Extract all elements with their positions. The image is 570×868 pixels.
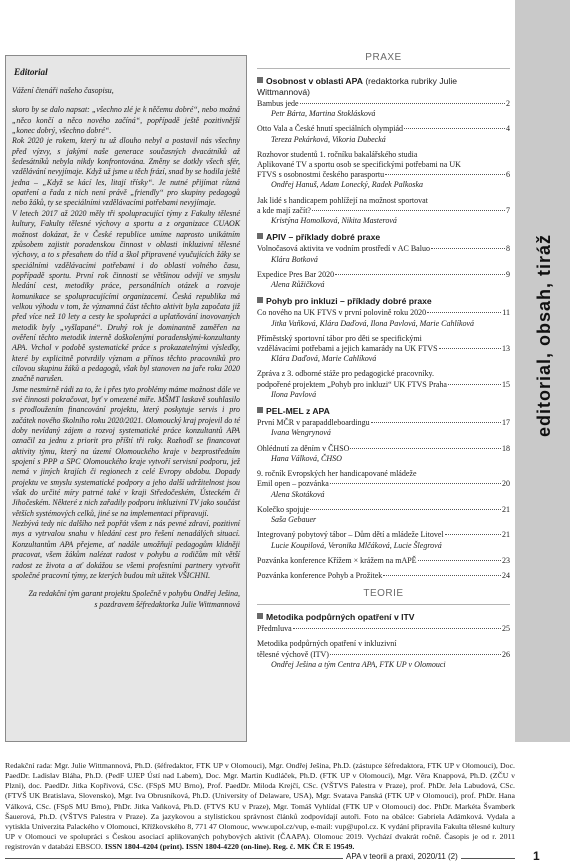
entry-title: vzdělávacími potřebami a jejich kamarády na UK FTVS [257,344,438,354]
page-ref: 7 [506,205,510,215]
rubric-title: Osobnost v oblasti APA [266,75,363,86]
dot-leader [448,384,501,385]
imprint [5,761,515,852]
page-ref: 23 [502,555,510,565]
rubric-title: PEL-MEL z APA [266,406,330,417]
entry-title-row [257,650,510,660]
toc-entry[interactable] [257,270,510,290]
page-ref: 2 [506,98,510,108]
dot-leader [383,575,501,576]
entry-title-line: Aplikované TV a sportu osob se specifickými potřebami na UK [257,159,461,169]
page-ref: 20 [502,479,510,489]
entry-title-row [257,530,510,540]
toc-entry[interactable] [257,530,510,550]
entry-title-row [257,99,510,109]
toc-entry[interactable] [257,418,510,438]
dot-leader [293,628,501,629]
entry-title: Ohlédnutí za děním v ČHSO [257,443,350,453]
dot-leader [371,422,501,423]
page-ref: 8 [506,244,510,254]
entry-title-row [257,624,510,634]
editorial-paragraph: V letech 2017 až 2020 měly tři spolupracující týmy z Fakulty tělesné kultury, Fakulty tělesné výchovy a sportu a z organizace CUAOK možnost dokázat, že v České republice umíme naprosto unikátním způsobem zajistit poradenskou činnost v oblasti inkluzivní tělesné výchovy, a to s přesahem do tříd a škol připravené vyučujících žáky se speciálními vzdělávacími potřebami i do oblasti volného času, popřípadě sportu. První rok činnosti se většinou odvíjí ve smyslu hledání cest, metodiky práce, personálních otázek a rozvoje komunikace se spolupracujícími organizacemi. Česká republika má velkou výhodu v tom, že významná část těchto aktivit byla započata již před více než 10 lety a cesty ke spolupráci a uplatňování inovovaných metodik byly „vyšlapané“. Druhý rok je dominantně zaměřen na ověření těchto metodik interně doškolenými poradenskými-konzultanty APA. Vrchol v podobě systematické práce s prokazatelnými výsledky, které by explicitně potvrdily význam a přínos těchto pracovníků pro cílovou skupinu žáků a pedagogů, však byl stanoven na jaře roku 2020 značně narušen. [12,208,240,384]
square-bullet-icon [257,233,263,239]
entry-title: FTVS s osobnostmi českého parasportu [257,170,385,180]
rubric-heading [257,406,510,417]
rubric-heading [257,232,510,243]
entry-authors: Tereza Pekárková, Vikoria Dubecká [271,134,386,144]
page-ref: 21 [502,504,510,514]
page-ref: 25 [502,624,510,634]
toc-entry[interactable] [257,124,510,144]
page-ref: 17 [502,418,510,428]
dot-leader [335,274,505,275]
editorial-paragraph: Jsme nesmírně rádi za to, že i přes tyto problémy máme možnost dále ve své činnosti pokračovat, byť v omezené míře. MŠMT laskavě souhlasilo s prodloužením financování projektu, který poskytuje servis i pro začátek nového školního roku 2020/2021. Olomoucký kraj projevil do té doby nevídaný zájem a rozvoj systematické práce konzultantů APA označil za jednu z priorit pro příští tři roky. Rozhodl se financovat aktivity týmu, který na území Olomouckého kraje v bezprostředním spojení s PPP a SPC Olomouckého kraje vytvoří servisní podporu, jež nemá v jiných krajích či regionech z celé Evropy obdobu. Dopady projektu ve smyslu systematické podpory a jeho další udržitelnost jsou však do určité míry patrné také v kraji Středočeském, Ústeckém či Jihočeském. Některé z nich zařadily podporu inkluzivní TV jako součást větších systémových celků, jiné se na implementaci připravují. [12,384,240,518]
editorial-paragraph: skoro by se dalo napsat: „všechno zlé je k něčemu dobré“, nebo možná „něco končí a něco nového začíná“, popřípadě ještě pozitivnější „konec dobrý, všechno dobré“. [12,105,240,136]
dot-leader [385,174,505,175]
entry-title: tělesné výchově (ITV) [257,649,329,659]
dot-leader [350,448,501,449]
page-ref: 13 [502,344,510,354]
entry-title-row [257,124,510,134]
entry-title-line: Jak lidé s handicapem pohlížejí na možnost sportovat [257,195,428,205]
dot-leader [445,534,501,535]
entry-title-row [257,380,510,390]
entry-title-row [257,571,510,581]
dot-leader [431,248,505,249]
entry-title: Kolečko spojuje [257,504,310,514]
page-ref: 26 [502,649,510,659]
page-ref: 24 [502,571,510,580]
page-ref: 11 [502,308,510,318]
toc-entry[interactable] [257,505,510,525]
editorial-signature [12,589,240,610]
toc-entry[interactable] [257,556,510,566]
entry-title: Bambus jede [257,98,299,108]
entry-authors: Jitka Vaňková, Klára Daďová, Ilona Pavlová, Marie Cahlíková [271,318,475,328]
rubric-title: APIV – příklady dobré praxe [266,232,381,243]
page-ref: 4 [506,124,510,134]
dot-leader [310,509,501,510]
dot-leader [404,128,505,129]
entry-authors: Ivana Wengrynová [271,428,331,438]
entry-title: Co nového na UK FTVS v první polovině roku 2020 [257,308,427,318]
rubric-heading [257,612,510,623]
square-bullet-icon [257,613,263,619]
side-label-text: editorial, obsah, tiráž [534,233,555,437]
dot-leader [330,483,501,484]
editorial-paragraph: Rok 2020 je rokem, který tu už dlouho nebyl a postavil nás všechny před výzvy, s jakými naše generace současných dvacátníků až šedesátníků nebyla nikdy konfrontována. Změny se dotkly všech sfér, vzdělávání nevyjímaje. Když už jsme u těch frází, snad by se hodila ještě jedna – „Když se kácí les, litají třísky“. Je nutné přijímat různá opatření a řada z nich není právě „friendly“ pro skupiny pedagogů nebo žáků, ty se speciálními vzdělávacími potřebami nevyjímaje. [12,136,240,208]
editorial-salutation: Vážení čtenáři našeho časopisu, [12,86,114,96]
entry-authors: Petr Bárta, Martina Stoklásková [271,109,376,119]
entry-title: a kde mají začít? [257,205,311,215]
page-number: 1 [533,849,540,863]
entry-authors: Klára Botková [271,254,318,264]
entry-title-row [257,556,510,566]
page-ref: 18 [502,443,510,453]
entry-title-row [257,444,510,454]
entry-title-line: Metodika podpůrných opatření v inkluzivní [257,639,397,649]
dot-leader [439,348,501,349]
toc-entry[interactable] [257,571,510,581]
toc-entry[interactable] [257,196,510,227]
entry-title-row [257,505,510,515]
dot-leader [427,312,501,313]
signature-line: Za redakční tým garant projektu Společně v pohybu Ondřej Ješina, [28,589,240,599]
dot-leader [418,560,501,561]
toc-entry[interactable] [257,624,510,634]
page-ref: 15 [502,379,510,389]
square-bullet-icon [257,297,263,303]
editorial-title: Editorial [14,67,48,77]
section-title-praxe: PRAXE [257,52,510,69]
entry-title: podpořené projektem „Pohyb pro inkluzi“ UK FTVS Praha [257,379,447,389]
toc-entry[interactable] [257,444,510,464]
entry-title: Pozvánka konference Křížem × krážem na mAPĚ [257,555,417,565]
page-ref: 6 [506,170,510,180]
editorial-box [5,55,247,742]
editorial-paragraph: Nezbývá tedy nic dalšího než popřát všem z nás pevné zdraví, pozitivní mys a vytrvalou snahu v hledání cest pro řešení nenadálých situací. Konzultantům APA přejeme, ať nadále umožňují pedagogům klidněji pracovat, všem žákům nalézat radost v pohybu a rodičům mít větší radost ze života a ať dokážou se všemi profesními partnery vytvořit společné pracovní týmy, ze kterých budou mít užitek VŠICHNI. [12,519,240,580]
signature-line: s pozdravem šéfredaktorka Julie Wittmannová [94,599,240,609]
issn-text: ISSN 1804-4204 (print). ISSN 1804-4220 (on-line). Reg. č. MK ČR E 19549. [104,842,355,851]
square-bullet-icon [257,407,263,413]
journal-name: APA v teorii a praxi, 2020/11 (2) [343,852,461,861]
entry-title: Emil open – pozvánka [257,479,329,489]
entry-authors: Lucie Koupilová, Veronika Mlčáková, Lucie Šlegrová [271,540,442,550]
entry-title: Předmluva [257,624,292,634]
entry-authors: Saša Gebauer [271,515,317,525]
rubric-title: Metodika podpůrných opatření v ITV [266,612,415,623]
dot-leader [330,654,501,655]
page-ref: 9 [506,269,510,279]
entry-title-row [257,344,510,354]
entry-authors: Ondřej Ješina a tým Centra APA, FTK UP v Olomouci [271,659,446,669]
entry-authors: Alena Skotáková [271,489,325,499]
teorie-groups [257,612,510,670]
square-bullet-icon [257,77,263,83]
entry-title: Otto Vala a České hnutí speciálních olympiád [257,124,404,134]
entry-title: Integrovaný pobytový tábor – Dům dětí a mládeže Litovel [257,530,444,540]
toc-entry[interactable] [257,308,510,328]
table-of-contents [257,52,510,675]
rubric-heading [257,76,510,98]
entry-title-row [257,479,510,489]
entry-authors: Klára Daďová, Marie Cahlíková [271,354,377,364]
entry-title-line: Rozhovor studentů 1. ročníku bakalářského studia [257,149,418,159]
praxe-groups [257,76,510,581]
toc-entry[interactable] [257,334,510,365]
toc-entry[interactable] [257,99,510,119]
toc-entry[interactable] [257,369,510,400]
toc-entry[interactable] [257,639,510,670]
page-ref: 21 [502,530,510,540]
rubric-heading [257,296,510,307]
entry-title-row [257,418,510,428]
toc-entry[interactable] [257,244,510,264]
dot-leader [300,103,505,104]
entry-title-row [257,270,510,280]
entry-authors: Hana Válková, ČHSO [271,453,342,463]
toc-entry[interactable] [257,150,510,191]
entry-title: Volnočasová aktivita ve vodním prostředí v AC Baluo [257,244,430,254]
section-title-teorie: TEORIE [257,588,510,605]
rubric-subtitle: (redaktorka rubriky Julie Wittmannová) [257,75,458,97]
entry-title: Expedice Pres Bar 2020 [257,269,335,279]
toc-entry[interactable] [257,469,510,500]
rubric-title: Pohyb pro inkluzi – příklady dobré praxe [266,296,432,307]
imprint-text: Redakční rada: Mgr. Julie Wittmannová, Ph.D. (šéfredaktor, FTK UP v Olomouci), Mgr. Ondřej Ješina, Ph.D. (zástupce šéfredaktora, FTK UP v Olomouci), Doc. PaedDr. Ladislav Bláha, Ph.D. (PedF UJEP Ústí nad Labem), Doc. Mgr. Martin Kudláček, Ph.D. (FTK UP v Olomouci), Mgr. Věra Knappová, Ph.D. (ZČU v Plzni), doc. PaedDr. Jitka Kopřivová, CSc. (FSpS MU Brno), Prof. PaedDr. Miloda Krejčí, CSc. (VŠTVS Palestra v Praze), prof. PhDr. Jela Labudová, CSc. (FTVŠ UK Bratislava, Slovensko), Mgr. Iva Obrusníková, Ph.D. (University of Delaware, USA), Mgr. Svatava Panská (FTK UP v Olomouci), prof. PhDr. Hana Válková, CSc. (FSpS MU Brno), PhDr. Jitka Vaňková, Ph.D. (FTVS KU v Praze), Mgr. Tomáš Vyhlídal (FTK UP v Olomouci) doc. PhDr. Markéta Švamberk Šauerová, Ph.D. (VŠTVS Palestra v Praze). Za jazykovou a stylistickou správnost článků zodpovídají autoři. Foto na obálce: Gabriela Adámková. Vydala a vytiskla Univerzita Palackého v Olomouci, Křížkovského 8, 771 47 Olomouc, www.upol.cz/vup, e-mail: vup@upol.cz. K vydání připravila Fakulta tělesné kultury UP v Olomouci ve spolupráci s Českou asociací aplikovaných pohybových aktivit (ČAAPA). Olomouc 2019. Vychází dvakrát ročně. Časopis je od r. 2011 registrován v databázi EBSCO. [5,761,515,851]
entry-authors: Ilona Pavlová [271,389,317,399]
entry-authors: Kristýna Homolková, Nikita Masterová [271,216,397,226]
entry-authors: Alena Růžičková [271,280,325,290]
dot-leader [312,210,505,211]
side-label [525,195,565,475]
entry-title-line: Příměstský sportovní tábor pro děti se specifickými [257,333,422,343]
entry-title: Pozvánka konference Pohyb a Prožitek [257,571,383,580]
entry-title-row [257,206,510,216]
entry-title-row [257,244,510,254]
entry-title-row [257,308,510,318]
entry-title: První MČR v parapaddleboardingu [257,418,370,428]
entry-authors: Ondřej Hanuš, Adam Lonecký, Radek Palkoska [271,180,424,190]
entry-title-row [257,170,510,180]
entry-title-line: 9. ročník Evropských her handicapované mládeže [257,469,417,479]
entry-title-line: Zpráva z 3. odborné stáže pro pedagogické pracovníky. [257,369,434,379]
